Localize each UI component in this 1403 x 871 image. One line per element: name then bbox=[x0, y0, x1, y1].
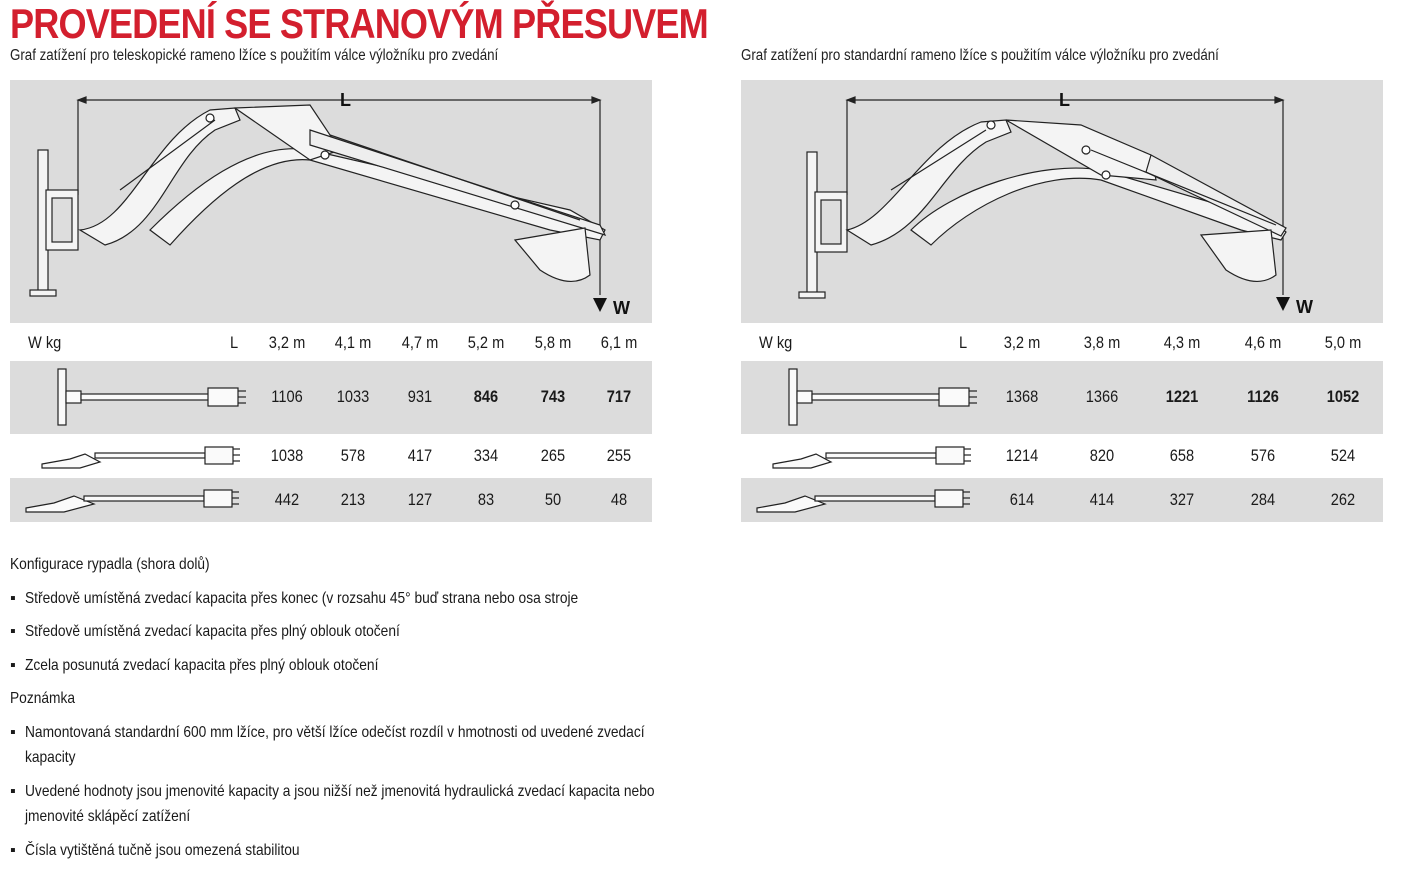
table-cell: 50 bbox=[544, 490, 562, 509]
table-cell: 614 bbox=[1009, 490, 1035, 509]
column-header: 4,1 m bbox=[334, 333, 372, 352]
length-label: L bbox=[1059, 90, 1070, 110]
length-label: L bbox=[340, 90, 351, 110]
column-header: 5,8 m bbox=[534, 333, 572, 352]
table-row bbox=[741, 478, 1383, 522]
table-header bbox=[10, 330, 652, 358]
bullet-icon: ▪ bbox=[10, 724, 16, 741]
table-cell: 1038 bbox=[270, 446, 304, 465]
table-cell: 524 bbox=[1330, 446, 1356, 465]
table-cell: 1106 bbox=[271, 387, 303, 406]
page-title: PROVEDENÍ SE STRANOVÝM PŘESUVEM bbox=[10, 0, 708, 47]
table-cell: 1126 bbox=[1247, 387, 1279, 406]
bullet-icon: ▪ bbox=[10, 783, 16, 800]
table-row bbox=[10, 434, 652, 478]
header-length: L bbox=[230, 333, 239, 352]
table-cell: 262 bbox=[1330, 490, 1356, 509]
table-cell: 743 bbox=[540, 387, 566, 406]
header-weight-kg: W kg bbox=[28, 333, 62, 352]
table-cell: 1033 bbox=[336, 387, 370, 406]
machine-config-end-icon bbox=[50, 361, 250, 434]
note-heading: Poznámka bbox=[10, 690, 76, 707]
table-cell: 1214 bbox=[1005, 446, 1039, 465]
table-cell: 442 bbox=[274, 490, 300, 509]
list-item bbox=[10, 590, 670, 612]
column-header: 3,8 m bbox=[1083, 333, 1121, 352]
table-cell: 820 bbox=[1089, 446, 1115, 465]
table-cell: 255 bbox=[606, 446, 632, 465]
table-cell: 414 bbox=[1089, 490, 1115, 509]
table-cell: 931 bbox=[407, 387, 433, 406]
backhoe-arm-illustration bbox=[741, 80, 1383, 323]
list-item bbox=[10, 657, 670, 679]
config-heading: Konfigurace rypadla (shora dolů) bbox=[10, 556, 210, 573]
machine-config-full-arc-icon bbox=[771, 434, 981, 478]
config-item-text: Středově umístěná zvedací kapacita přes plný oblouk otočení bbox=[25, 623, 400, 640]
table-cell: 265 bbox=[540, 446, 566, 465]
table-cell: 578 bbox=[340, 446, 366, 465]
note-item-text: Namontovaná standardní 600 mm lžíce, pro větší lžíce odečíst rozdíl v hmotnosti od uvedené zvedací bbox=[25, 724, 645, 741]
note-item-text: Uvedené hodnoty jsou jmenovité kapacity a jsou nižší než jmenovitá hydraulická zvedací kapacita nebo bbox=[25, 783, 655, 800]
table-cell: 1368 bbox=[1005, 387, 1039, 406]
table-row bbox=[741, 361, 1383, 434]
table-cell: 284 bbox=[1250, 490, 1276, 509]
table-cell: 127 bbox=[407, 490, 433, 509]
list-item bbox=[10, 623, 670, 645]
backhoe-arm-illustration bbox=[10, 80, 652, 323]
table-row bbox=[741, 434, 1383, 478]
table-cell: 334 bbox=[473, 446, 499, 465]
weight-label: W bbox=[1296, 297, 1313, 317]
table-cell: 1052 bbox=[1326, 387, 1360, 406]
list-item bbox=[10, 842, 670, 864]
table-cell: 658 bbox=[1169, 446, 1195, 465]
machine-config-offset-icon bbox=[755, 478, 985, 522]
config-item-text: Středově umístěná zvedací kapacita přes konec (v rozsahu 45° buď strana nebo osa stroje bbox=[25, 590, 579, 607]
bullet-icon: ▪ bbox=[10, 623, 16, 640]
table-cell: 1366 bbox=[1085, 387, 1119, 406]
column-header: 5,2 m bbox=[467, 333, 505, 352]
table-header bbox=[741, 330, 1383, 358]
column-header: 5,0 m bbox=[1324, 333, 1362, 352]
table-cell: 717 bbox=[606, 387, 632, 406]
table-cell: 213 bbox=[340, 490, 366, 509]
standard-arm-diagram bbox=[741, 80, 1383, 323]
machine-config-end-icon bbox=[781, 361, 981, 434]
table-cell: 83 bbox=[477, 490, 495, 509]
table-row bbox=[10, 361, 652, 434]
list-item bbox=[10, 783, 670, 829]
table-cell: 48 bbox=[610, 490, 628, 509]
table-cell: 1221 bbox=[1165, 387, 1199, 406]
column-header: 4,7 m bbox=[401, 333, 439, 352]
note-item-text: Čísla vytištěná tučně jsou omezená stabilitou bbox=[25, 842, 300, 859]
bullet-icon: ▪ bbox=[10, 657, 16, 674]
note-item-text: kapacity bbox=[25, 749, 76, 766]
bullet-icon: ▪ bbox=[10, 842, 16, 859]
table-cell: 417 bbox=[407, 446, 433, 465]
header-length: L bbox=[959, 333, 968, 352]
note-item-text: jmenovité sklápěcí zatížení bbox=[25, 808, 191, 825]
list-item bbox=[10, 724, 670, 770]
table-row bbox=[10, 478, 652, 522]
telescopic-arm-diagram bbox=[10, 80, 652, 323]
machine-config-full-arc-icon bbox=[40, 434, 250, 478]
left-chart-subtitle: Graf zatížení pro teleskopické rameno lžíce s použitím válce výložníku pro zvedání bbox=[10, 47, 499, 64]
column-header: 3,2 m bbox=[268, 333, 306, 352]
header-weight-kg: W kg bbox=[759, 333, 793, 352]
machine-config-offset-icon bbox=[24, 478, 254, 522]
column-header: 3,2 m bbox=[1003, 333, 1041, 352]
weight-label: W bbox=[613, 298, 630, 318]
column-header: 6,1 m bbox=[600, 333, 638, 352]
table-cell: 327 bbox=[1169, 490, 1195, 509]
column-header: 4,3 m bbox=[1163, 333, 1201, 352]
table-cell: 576 bbox=[1250, 446, 1276, 465]
bullet-icon: ▪ bbox=[10, 590, 16, 607]
right-chart-subtitle: Graf zatížení pro standardní rameno lžíce s použitím válce výložníku pro zvedání bbox=[741, 47, 1219, 64]
column-header: 4,6 m bbox=[1244, 333, 1282, 352]
table-cell: 846 bbox=[473, 387, 499, 406]
config-item-text: Zcela posunutá zvedací kapacita přes plný oblouk otočení bbox=[25, 657, 379, 674]
